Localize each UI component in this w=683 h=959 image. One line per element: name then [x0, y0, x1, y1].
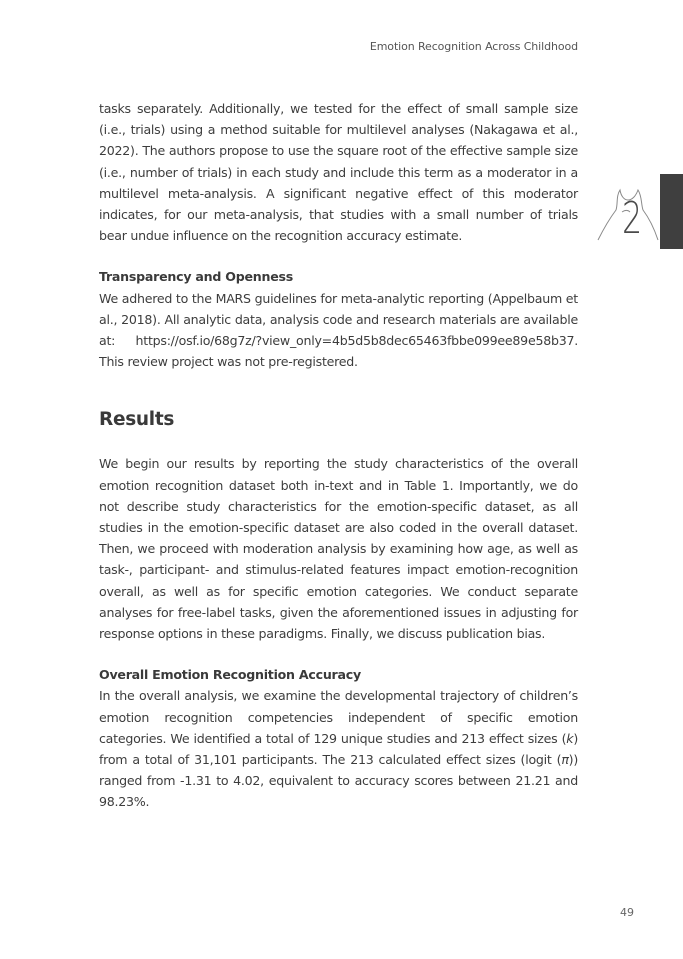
paragraph-transparency: We adhered to the MARS guidelines for meta-analytic reporting (Appelbaum et al., 2018). All analytic data, analysis code and research materials are available at: https://osf.io/68g7z/?view_only=4b5d5b8dec65463fbbe099ee89e58b37. This review project was not pre-registered. [99, 290, 578, 370]
heading-results: Results [99, 409, 175, 431]
overall-text-part-3: )) ranged from -1.31 to 4.02, equivalent to accuracy scores between 21.21 and 98.23%. [99, 752, 578, 810]
overall-text-part-2: ) from a total of 31,101 participants. The 213 calculated effect sizes (logit ( [99, 730, 578, 768]
paragraph-results: We begin our results by reporting the study characteristics of the overall emotion recognition dataset both in-text and in Table 1. Importantly, we do not describe study characteristics for the emotion-specific dataset, as all studies in the emotion-specific dataset are also coded in the overall dataset. Then, we proceed with moderation analysis by examining how age, as well as task-, participant- and stimulus-related features impact emotion-recognition overall, as well as for specific emotion categories. We conduct separate analyses for free-label tasks, given the aforementioned issues in adjusting for response options in these paradigms. Finally, we discuss publication bias. [99, 456, 578, 642]
pi-symbol: π [561, 752, 569, 768]
page-number: 49 [620, 906, 634, 919]
heading-transparency: Transparency and Openness [99, 269, 294, 285]
main-content [99, 98, 578, 813]
k-symbol: k [566, 730, 574, 746]
chapter-number: 2 [622, 193, 643, 244]
heading-overall-accuracy: Overall Emotion Recognition Accuracy [99, 667, 361, 683]
running-header: Emotion Recognition Across Childhood [369, 40, 578, 53]
paragraph-intro: tasks separately. Additionally, we tested for the effect of small sample size (i.e., trials) using a method suitable for multilevel analyses (Nakagawa et al., 2022). The authors propose to use the square root of the effective sample size (i.e., number of trials) in each study and include this term as a moderator in a multilevel meta-analysis. A significant negative effect of this moderator indicates, for our meta-analysis, that studies with a small number of trials bear undue influence on the recognition accuracy estimate. [99, 101, 578, 244]
paragraph-overall-accuracy [99, 685, 578, 812]
overall-text-part-1: In the overall analysis, we examine the developmental trajectory of children’s emotion recognition competencies independent of specific emotion categories. We identified a total of 129 unique studies and 213 effect sizes ( [99, 688, 578, 746]
chapter-tab [660, 174, 683, 249]
